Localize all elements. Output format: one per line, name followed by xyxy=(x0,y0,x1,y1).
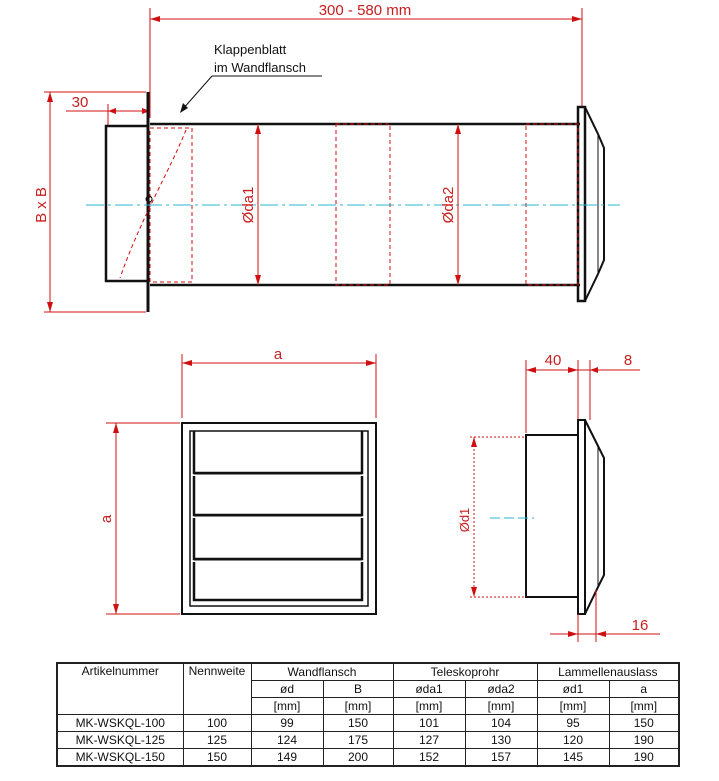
table-cell: 190 xyxy=(609,749,679,767)
table-cell: 99 xyxy=(251,715,323,732)
header-artikelnummer: Artikelnummer xyxy=(57,663,183,715)
dim-8-label: 8 xyxy=(623,352,633,369)
table-cell: MK-WSKQL-100 xyxy=(57,715,183,732)
table-cell: 150 xyxy=(183,749,251,767)
subheader-cell: ød1 xyxy=(537,681,609,698)
table-row xyxy=(57,749,679,767)
table-cell: MK-WSKQL-125 xyxy=(57,732,183,749)
front-view xyxy=(98,346,376,614)
table-cell: 120 xyxy=(537,732,609,749)
table-cell: 125 xyxy=(183,732,251,749)
table-cell: 100 xyxy=(183,715,251,732)
total-length-label: 300 - 580 mm xyxy=(318,2,412,19)
subheader-cell: øda1 xyxy=(393,681,465,698)
unit-cell: [mm] xyxy=(609,698,679,715)
subheader-cell: a xyxy=(609,681,679,698)
subheader-cell: ød xyxy=(251,681,323,698)
header-wandflansch: Wandflansch xyxy=(251,663,393,681)
spec-table xyxy=(56,662,680,767)
table-cell: 152 xyxy=(393,749,465,767)
subheader-cell: øda2 xyxy=(465,681,537,698)
table-cell: 130 xyxy=(465,732,537,749)
header-teleskoprohr: Teleskoprohr xyxy=(393,663,537,681)
diameter-d1-label: Ød1 xyxy=(457,507,472,533)
callout-line-1: Klappenblatt xyxy=(214,42,287,57)
table-cell: 150 xyxy=(323,715,393,732)
header-nennweite: Nennweite xyxy=(183,663,251,715)
table-row xyxy=(57,732,679,749)
callout-line-2: im Wandflansch xyxy=(214,60,306,75)
unit-cell: [mm] xyxy=(537,698,609,715)
height-b-label: B x B xyxy=(33,187,50,223)
top-view xyxy=(33,2,620,312)
diameter-da2-label: Ødа2 xyxy=(440,186,457,224)
table-cell: 157 xyxy=(465,749,537,767)
unit-cell: [mm] xyxy=(393,698,465,715)
table-cell: 104 xyxy=(465,715,537,732)
unit-cell: [mm] xyxy=(323,698,393,715)
diameter-da1-label: Ødа1 xyxy=(240,186,257,224)
dim-16-label: 16 xyxy=(631,617,649,634)
subheader-cell: B xyxy=(323,681,393,698)
header-lammellenauslass: Lammellenauslass xyxy=(537,663,679,681)
table-cell: 101 xyxy=(393,715,465,732)
table-cell: 149 xyxy=(251,749,323,767)
group-header-row xyxy=(57,663,679,681)
table-cell: 200 xyxy=(323,749,393,767)
table-cell: 145 xyxy=(537,749,609,767)
table-cell: MK-WSKQL-150 xyxy=(57,749,183,767)
table-cell: 127 xyxy=(393,732,465,749)
front-width-label: a xyxy=(273,346,283,363)
flange-offset-label: 30 xyxy=(71,94,89,111)
table-cell: 190 xyxy=(609,732,679,749)
table-cell: 175 xyxy=(323,732,393,749)
table-cell: 150 xyxy=(609,715,679,732)
front-height-label: a xyxy=(98,514,115,524)
table-row xyxy=(57,715,679,732)
dim-40-label: 40 xyxy=(544,352,562,369)
table-cell: 124 xyxy=(251,732,323,749)
unit-cell: [mm] xyxy=(251,698,323,715)
side-view xyxy=(457,352,660,642)
table-cell: 95 xyxy=(537,715,609,732)
unit-cell: [mm] xyxy=(465,698,537,715)
